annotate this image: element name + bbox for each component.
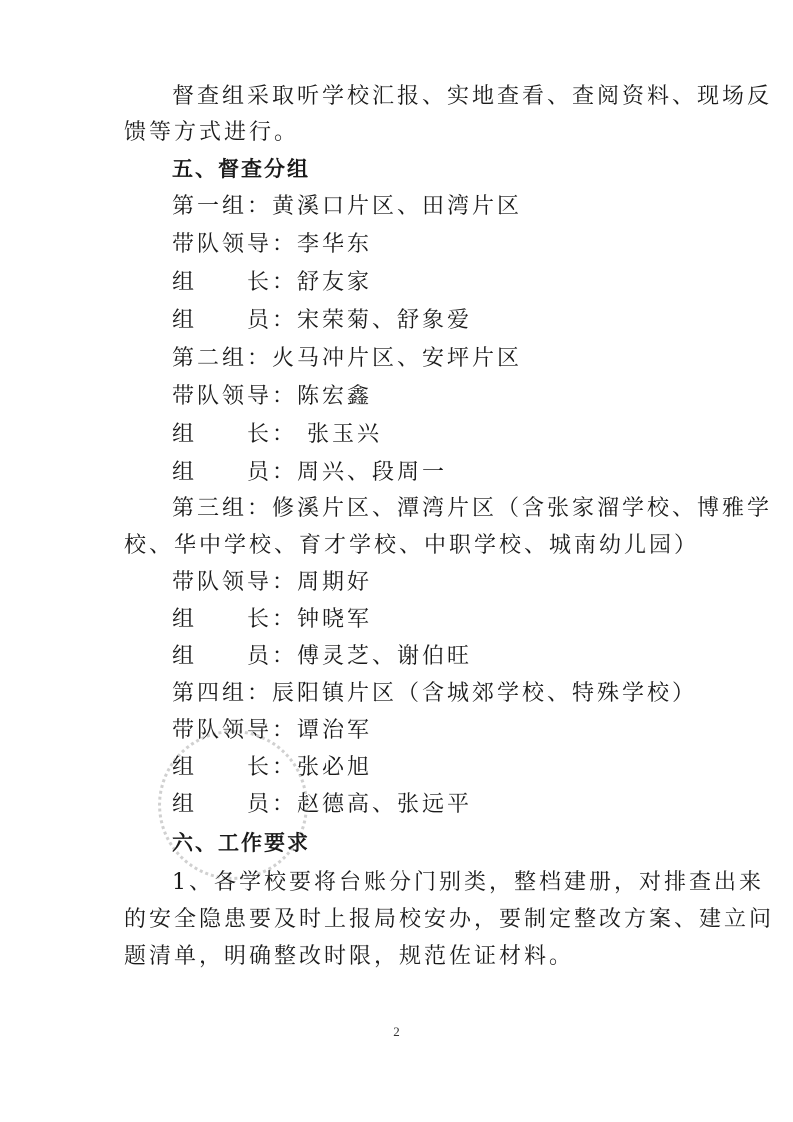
chief-name: 钟晓军 xyxy=(297,607,373,632)
group1-leader: 带队领导：李华东 xyxy=(172,232,373,257)
paragraph-line: 馈等方式进行。 xyxy=(124,120,300,145)
group3-title-line1: 第三组：修溪片区、潭湾片区（含张家溜学校、博雅学 xyxy=(172,496,773,521)
group2-chief xyxy=(172,420,382,450)
group2-members xyxy=(172,458,447,488)
member-names: 赵德高、张远平 xyxy=(297,792,473,817)
group3-members xyxy=(172,642,472,672)
paragraph-line: 督查组采取听学校汇报、实地查看、查阅资料、现场反 xyxy=(172,84,773,109)
page-number: 2 xyxy=(393,1024,400,1039)
chief-label: 组 长： xyxy=(172,755,298,780)
group3-leader: 带队领导：周期好 xyxy=(172,570,373,595)
group4-members xyxy=(172,790,472,820)
section-heading-grouping: 五、督查分组 xyxy=(172,157,310,181)
member-names: 傅灵芝、谢伯旺 xyxy=(297,644,473,669)
member-label: 组 员： xyxy=(172,792,298,817)
group1-chief xyxy=(172,268,372,298)
section-heading-requirements: 六、工作要求 xyxy=(172,831,310,855)
group1-members xyxy=(172,306,472,336)
requirement-line: 1、各学校要将台账分门别类，整档建册，对排查出来 xyxy=(172,870,764,895)
chief-label: 组 长： xyxy=(172,422,298,447)
chief-name: 张玉兴 xyxy=(297,422,383,447)
chief-name: 张必旭 xyxy=(297,755,373,780)
requirement-line: 题清单，明确整改时限，规范佐证材料。 xyxy=(124,944,575,969)
member-label: 组 员： xyxy=(172,644,298,669)
member-names: 宋荣菊、舒象爱 xyxy=(297,308,473,333)
group2-title: 第二组：火马冲片区、安坪片区 xyxy=(172,346,523,371)
chief-name: 舒友家 xyxy=(297,270,373,295)
chief-label: 组 长： xyxy=(172,607,298,632)
group3-title-line2: 校、华中学校、育才学校、中职学校、城南幼儿园） xyxy=(124,533,700,558)
requirement-line: 的安全隐患要及时上报局校安办，要制定整改方案、建立问 xyxy=(124,907,775,932)
group1-title: 第一组：黄溪口片区、田湾片区 xyxy=(172,194,523,219)
member-label: 组 员： xyxy=(172,308,298,333)
chief-label: 组 长： xyxy=(172,270,298,295)
member-names: 周兴、段周一 xyxy=(297,460,448,485)
member-label: 组 员： xyxy=(172,460,298,485)
group2-leader: 带队领导：陈宏鑫 xyxy=(172,384,373,409)
group3-chief xyxy=(172,605,372,635)
group4-chief xyxy=(172,753,372,783)
group4-title: 第四组：辰阳镇片区（含城郊学校、特殊学校） xyxy=(172,681,698,706)
group4-leader: 带队领导：谭治军 xyxy=(172,718,373,743)
